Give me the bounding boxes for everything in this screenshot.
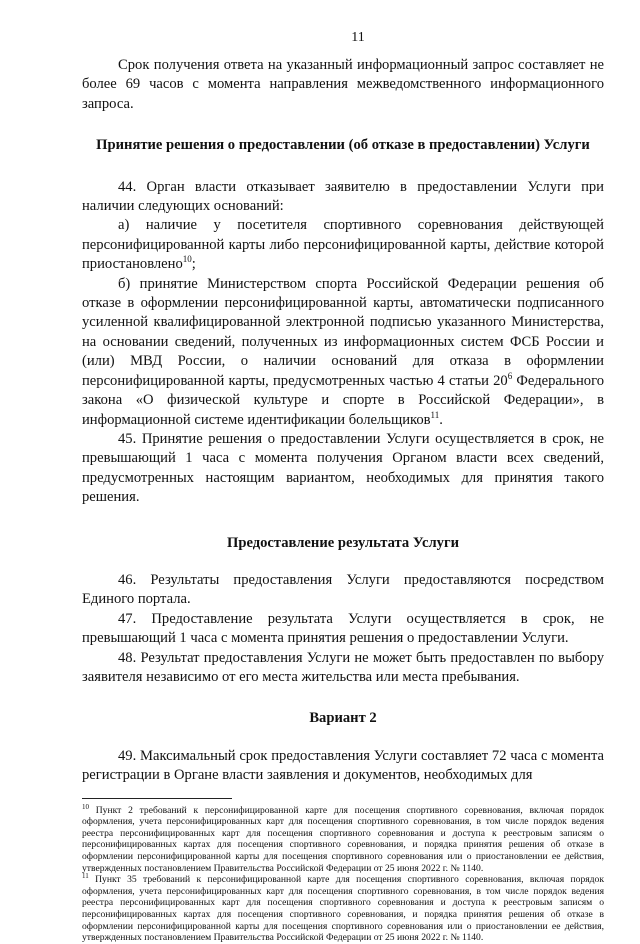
section-heading-variant-2: Вариант 2 (309, 710, 377, 727)
paragraph-response-term: Срок получения ответа на указанный информационный запрос составляет не более 69 часов с момента направления межведомственного информационного запроса. (82, 57, 604, 112)
paragraph-44b-end: . (439, 411, 443, 428)
footnote-11 (82, 871, 604, 944)
paragraph-49: 49. Максимальный срок предоставления Услуги составляет 72 часа с момента регистрации в Органе власти заявления и документов, необходимых для (82, 747, 604, 784)
footnote-text: Пункт 2 требований к персонифицированной карте для посещения спортивного соревнования, включая порядок оформления, учета персонифицированных карт для посещения спортивного соревнования, в том числе порядок ведения реестра персонифицированных карт для посещения спортивного соревнования и доступа к реестровым записям о персонифицированных картах для посещения спортивного соревнования, и порядка принятия решения об отказе в оформлении персонифицированной карты для посещения спортивного соревнования или о приостановлении ее действия, утвержденных постановлением Правительства Российской Федерации от 25 июня 2022 г. № 1140. (82, 804, 604, 874)
page-number: 11 (351, 30, 365, 45)
article-superscript: 6 (507, 370, 513, 381)
paragraph-44b (82, 275, 604, 430)
footnote-text: Пункт 35 требований к персонифицированной карте для посещения спортивного соревнования, включая порядок оформления, учета персонифицированных карт для посещения спортивного соревнования, в том числе порядок ведения реестра персонифицированных карт для посещения спортивного соревнования и доступа к реестровым записям о персонифицированных картах для посещения спортивного соревнования, и порядка принятия решения об отказе в оформлении персонифицированной карты для посещения спортивного соревнования или о приостановлении ее действия, утвержденных постановлением Правительства Российской Федерации от 25 июня 2022 г. № 1140. (82, 874, 604, 944)
section-heading-decision: Принятие решения о предоставлении (об отказе в предоставлении) Услуги (96, 137, 590, 154)
footnote-divider (82, 798, 232, 799)
paragraph-44b-text: б) принятие Министерством спорта Российской Федерации решения об отказе в оформлении персонифицированной карты, автоматически подписанного усиленной квалифицированной электронной подписью указанного Министерства, на основании сведений, полученных из информационных систем ФСБ России и (или) МВД России, о наличии оснований для отказа в оформлении персонифицированной карты, предусмотренных частью 4 статьи 20 (82, 275, 604, 389)
section-heading-result: Предоставление результата Услуги (227, 534, 459, 551)
paragraph-44a-end: ; (191, 256, 196, 273)
footnote-ref-10[interactable]: 10 (182, 254, 192, 265)
footnotes (82, 802, 604, 944)
paragraph-44a (82, 216, 604, 274)
footnote-ref-11[interactable]: 11 (430, 409, 440, 420)
paragraph-47: 47. Предоставление результата Услуги осуществляется в срок, не превышающий 1 часа с момента принятия решения о предоставлении Услуги. (82, 610, 604, 647)
footnote-number: 10 (82, 802, 89, 811)
paragraph-44a-text: а) наличие у посетителя спортивного соревнования действующей персонифицированной карты либо персонифицированной карты, действие которой приостановлено (82, 217, 604, 273)
footnote-number: 11 (82, 871, 89, 880)
paragraph-46: 46. Результаты предоставления Услуги предоставляются посредством Единого портала. (82, 571, 604, 608)
paragraph-45: 45. Принятие решения о предоставлении Услуги осуществляется в срок, не превышающий 1 часа с момента получения Органом власти всех сведений, предусмотренных настоящим вариантом, необходимых для принятия такого решения. (82, 430, 604, 506)
paragraph-48: 48. Результат предоставления Услуги не может быть предоставлен по выбору заявителя независимо от его места жительства или места пребывания. (82, 649, 604, 685)
paragraph-44: 44. Орган власти отказывает заявителю в предоставлении Услуги при наличии следующих оснований: (82, 178, 604, 215)
footnote-10 (82, 802, 604, 875)
paragraph-44b-cont: Федерального закона «О физической культуре и спорте в Российской Федерации», в информационной системе идентификации болельщиков (82, 372, 604, 428)
